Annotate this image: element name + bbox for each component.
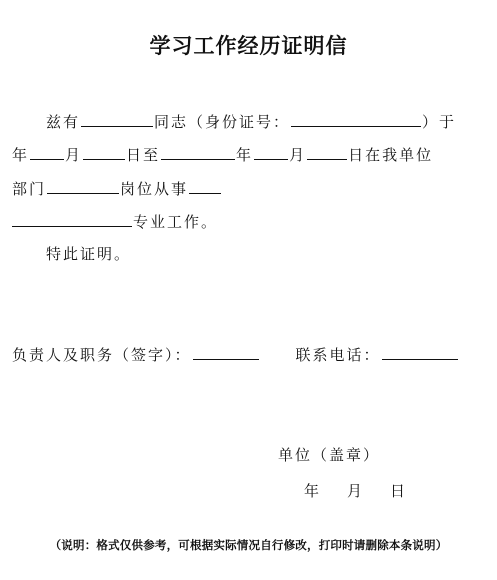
body-line-5: [12, 244, 485, 264]
document-title: 学习工作经历证明信: [149, 34, 348, 58]
body-line-4: [12, 212, 485, 232]
text-tongzhi: 同志（身份证号：: [154, 113, 291, 131]
text-tecizhengming: 特此证明。: [46, 245, 132, 263]
seal-date: [304, 480, 405, 501]
body-line-3: [12, 179, 485, 199]
profession-blank[interactable]: [12, 212, 132, 227]
phone-label: 联系电话：: [295, 346, 381, 364]
text-rizhi: 日至: [126, 146, 161, 164]
usage-note: （说明：格式仅供参考，可根据实际情况自行修改，打印时请删除本条说明）: [49, 538, 448, 552]
end-month-blank[interactable]: [254, 145, 288, 160]
start-year-blank[interactable]: [30, 145, 64, 160]
id-number-blank[interactable]: [291, 112, 421, 127]
date-day: 日: [390, 482, 406, 500]
text-nian-1: 年: [12, 146, 30, 164]
text-zhuanye: 专业工作。: [133, 213, 219, 231]
body-line-2: [12, 145, 485, 165]
date-month: 月: [347, 482, 363, 500]
text-bumen: 部门: [12, 180, 47, 198]
text-ri-zaiwodanwei: 日在我单位: [348, 146, 434, 164]
leader-signature-blank[interactable]: [193, 345, 259, 360]
unit-seal-label: 单位（盖章）: [278, 446, 381, 464]
text-gangwei: 岗位从事: [120, 180, 189, 198]
text-yue-2: 月: [289, 146, 307, 164]
name-blank[interactable]: [81, 112, 153, 127]
phone-blank[interactable]: [382, 345, 458, 360]
body-line-1: [12, 112, 485, 132]
end-year-blank[interactable]: [161, 145, 235, 160]
text-nian-2: 年: [236, 146, 254, 164]
signature-row: [12, 345, 485, 365]
text-yue-1: 月: [65, 146, 83, 164]
date-year: 年: [304, 482, 320, 500]
position-blank[interactable]: [189, 179, 221, 194]
start-month-blank[interactable]: [83, 145, 125, 160]
department-blank[interactable]: [47, 179, 119, 194]
text-yu: ）于: [422, 113, 457, 131]
end-day-blank[interactable]: [307, 145, 347, 160]
leader-label: 负责人及职务（签字）：: [12, 346, 192, 364]
text-ziyou: 兹有: [46, 113, 81, 131]
